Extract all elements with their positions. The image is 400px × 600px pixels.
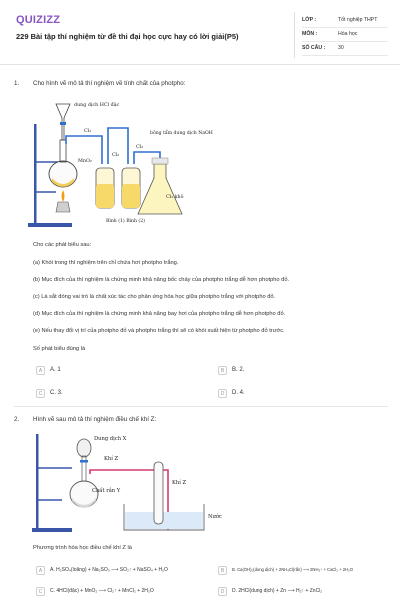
statement-a: (a) Khói trong thí nghiệm trên chỉ chứa hơi photpho trắng. [33,260,179,266]
label-gas-z-tube: Khí Z [172,480,187,486]
label-water: Nước [208,514,222,520]
option-text: A. H₂SO₄(loãng) + Na₂SO₃ ⟶ SO₂↑ + NaSO₄ + H₂O [50,567,168,573]
funnel-stem [82,456,86,482]
dropping-funnel [77,439,91,457]
option-letter-box: A [36,566,45,575]
label-bottles: Bình (1) Bình (2) [106,219,145,224]
alcohol-lamp [56,202,70,212]
stand-base [32,528,72,532]
quizizz-logo: QUIZIZZ [16,14,61,26]
worksheet-header [0,0,400,65]
conical-flask [138,164,182,214]
question-1-figure [28,94,213,234]
option-text: D. 2HCl(dung dịch) + Zn ⟶ H₂↑ + ZnCl₂ [232,588,323,594]
label-gas-z-top: Khí Z [104,456,119,462]
q2-option-c[interactable] [36,587,211,597]
stand-base [28,223,72,227]
delivery-tube-2 [108,128,128,164]
stand-rod [36,434,39,530]
question-1-number: 1. [14,80,20,87]
meta-row-class [302,14,388,28]
bottle-1-liquid [96,184,114,208]
q1-option-b[interactable] [218,366,368,376]
question-2-number: 2. [14,416,20,423]
option-letter-box: B [218,366,227,375]
statement-c: (c) Lá sắt đóng vai trò là chất xúc tác cho phản ứng hóa học giữa photpho trắng với photpho đỏ. [33,294,276,300]
label-naoh: bông tẩm dung dịch NaOH [150,131,213,136]
option-letter-box: A [36,366,45,375]
meta-value: 30 [338,45,344,51]
stand-rod [34,124,37,224]
q1-option-c[interactable] [36,389,186,399]
q2-option-b[interactable] [218,566,393,576]
header-divider [294,12,295,58]
question-1-intro: Cho các phát biểu sau: [33,242,92,248]
label-solid-y: Chất rắn Y [92,488,121,494]
naoh-cotton [152,158,168,164]
question-1-ask: Số phát biểu đúng là [33,346,86,352]
funnel-tap [80,460,88,463]
flame-icon [62,190,65,202]
option-letter-box: D [218,389,227,398]
q2-option-d[interactable] [218,587,393,597]
option-text: C. 3. [50,390,63,396]
option-text: B. 2. [232,367,245,373]
meta-row-count [302,42,388,56]
label-cl2-b: Cl₂ [112,153,120,158]
meta-value: Tốt nghiệp THPT [338,17,378,23]
option-text: B. Ca(OH)₂(dung dịch) + 2NH₄Cl(rắn) ⟶ 2NH₃↑ + CaCl₂ + 2H₂O [232,567,353,572]
meta-label: SỐ CÂU : [302,45,326,51]
option-letter-box: C [36,587,45,596]
water [125,512,203,529]
meta-label: LỚP : [302,17,317,23]
bottle-2-liquid [122,184,140,208]
option-letter-box: C [36,389,45,398]
option-letter-box: B [218,566,227,575]
option-text: D. 4. [232,390,245,396]
meta-value: Hóa học [338,31,358,37]
q2-option-a[interactable] [36,566,211,576]
option-letter-box: D [218,587,227,596]
funnel-tap [60,122,66,125]
question-2-text: Hình vẽ sau mô tả thí nghiệm điều chế khí Z: [33,416,157,423]
meta-label: MÔN : [302,31,318,37]
meta-row-subject [302,28,388,42]
question-divider [14,406,388,407]
label-cl2-a: Cl₂ [84,129,92,134]
option-text: C. 4HCl(đặc) + MnO₂ ⟶ Cl₂↑ + MnCl₂ + 2H₂O [50,588,154,594]
question-1-text: Cho hình vẽ mô tả thí nghiệm về tính chất của photpho: [33,80,186,87]
q1-option-a[interactable] [36,366,186,376]
label-solution-x: Dung dịch X [94,436,127,442]
flask-neck [60,140,66,162]
label-hcl: dung dịch HCl đặc [74,103,120,108]
label-cl2-dry: Cl₂ khô [166,195,184,200]
collecting-tube [154,462,163,524]
statement-b: (b) Mục đích của thí nghiệm là chứng minh khả năng bốc cháy của photpho trắng dễ hơn photpho đỏ. [33,277,290,283]
label-cl2-c: Cl₂ [136,145,144,150]
label-mno2: MnO₂ [78,159,92,164]
round-flask [49,161,77,187]
question-2-ask: Phương trình hóa học điều chế khí Z là [33,545,132,551]
q1-option-d[interactable] [218,389,368,399]
question-2-figure [32,430,232,534]
option-text: A. 1 [50,367,61,373]
statement-d: (d) Mục đích của thí nghiệm là chứng minh khả năng bay hơi của photpho trắng dễ hơn photpho đỏ. [33,311,286,317]
statement-e: (e) Nếu thay đổi vị trí của photpho đỏ và photpho trắng thì sẽ có khói xuất hiện từ photpho đỏ trước. [33,328,285,334]
worksheet-title: 229 Bài tập thí nghiệm từ đề thi đại học cực hay có lời giải(P5) [16,32,239,41]
